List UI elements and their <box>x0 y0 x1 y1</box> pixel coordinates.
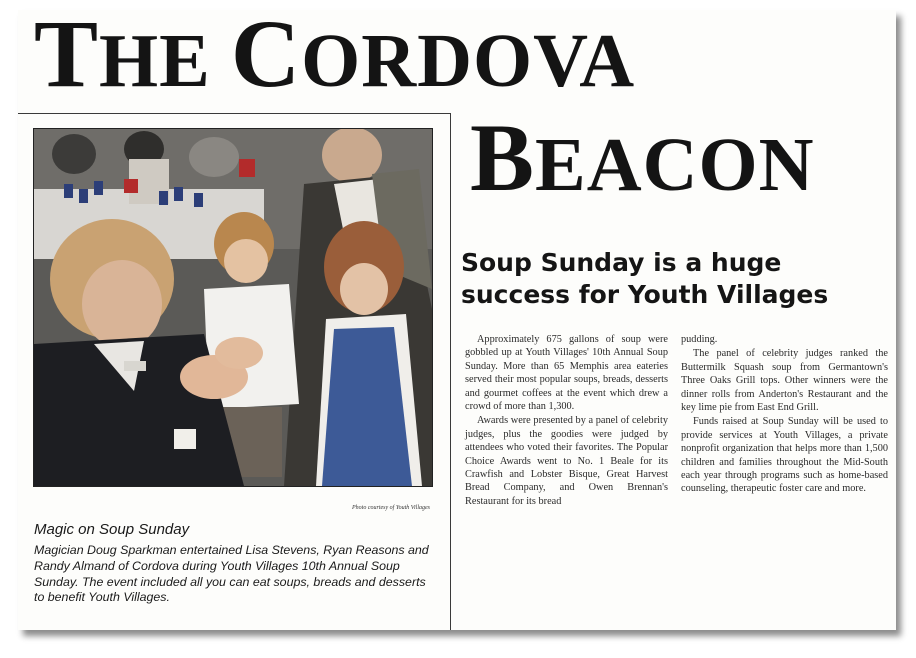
article-headline: Soup Sunday is a huge success for Youth Villages <box>461 248 829 309</box>
masthead-title-line2: BEACON <box>470 104 815 211</box>
article-column-1 <box>465 333 668 508</box>
article-paragraph: Awards were presented by a panel of celebrity judges, plus the goodies were judged by attendees who voted their favorites. The Popular Choice Awards went to No. 1 Beale for its Crawfish and Lobster Bisque, Great Harvest Bread Company, and Owen Brennan's Restaurant for its bread <box>465 415 668 507</box>
article-paragraph-continued: pudding. <box>681 334 718 345</box>
caption-body: Magician Doug Sparkman entertained Lisa Stevens, Ryan Reasons and Randy Almand of Cordova during Youth Villages 10th Annual Soup Sunday. The event included all you can eat soups, breads and desserts to benefit Youth Villages. <box>34 543 429 605</box>
newspaper-clipping <box>18 0 896 630</box>
article-paragraph: Approximately 675 gallons of soup were gobbled up at Youth Villages' 10th Annual Soup Sunday. More than 65 Memphis area eateries served their most popular soups, breads, desserts and gourmet coffees at the event which drew a crowd of more than 1,300. <box>465 334 668 413</box>
caption-title: Magic on Soup Sunday <box>34 521 190 538</box>
column-rule <box>450 113 451 630</box>
event-photo <box>33 128 433 487</box>
horizontal-rule <box>18 113 450 114</box>
article-column-2 <box>681 333 888 496</box>
article-paragraph: Funds raised at Soup Sunday will be used to provide services at Youth Villages, a private nonprofit organization that helps more than 1,500 children and families throughout the Mid-South each year through programs such as home-based counseling, therapeutic foster care and more. <box>681 416 888 495</box>
masthead-title-line1: THE CORDOVA <box>34 0 636 107</box>
photo-credit: Photo courtesy of Youth Villages <box>352 505 430 511</box>
article-paragraph: The panel of celebrity judges ranked the Buttermilk Squash soup from Germantown's Three Oaks Grill tops. Other winners were the dinner rolls from Anderton's Restaurant and the key lime pie from East End Grill. <box>681 348 888 414</box>
